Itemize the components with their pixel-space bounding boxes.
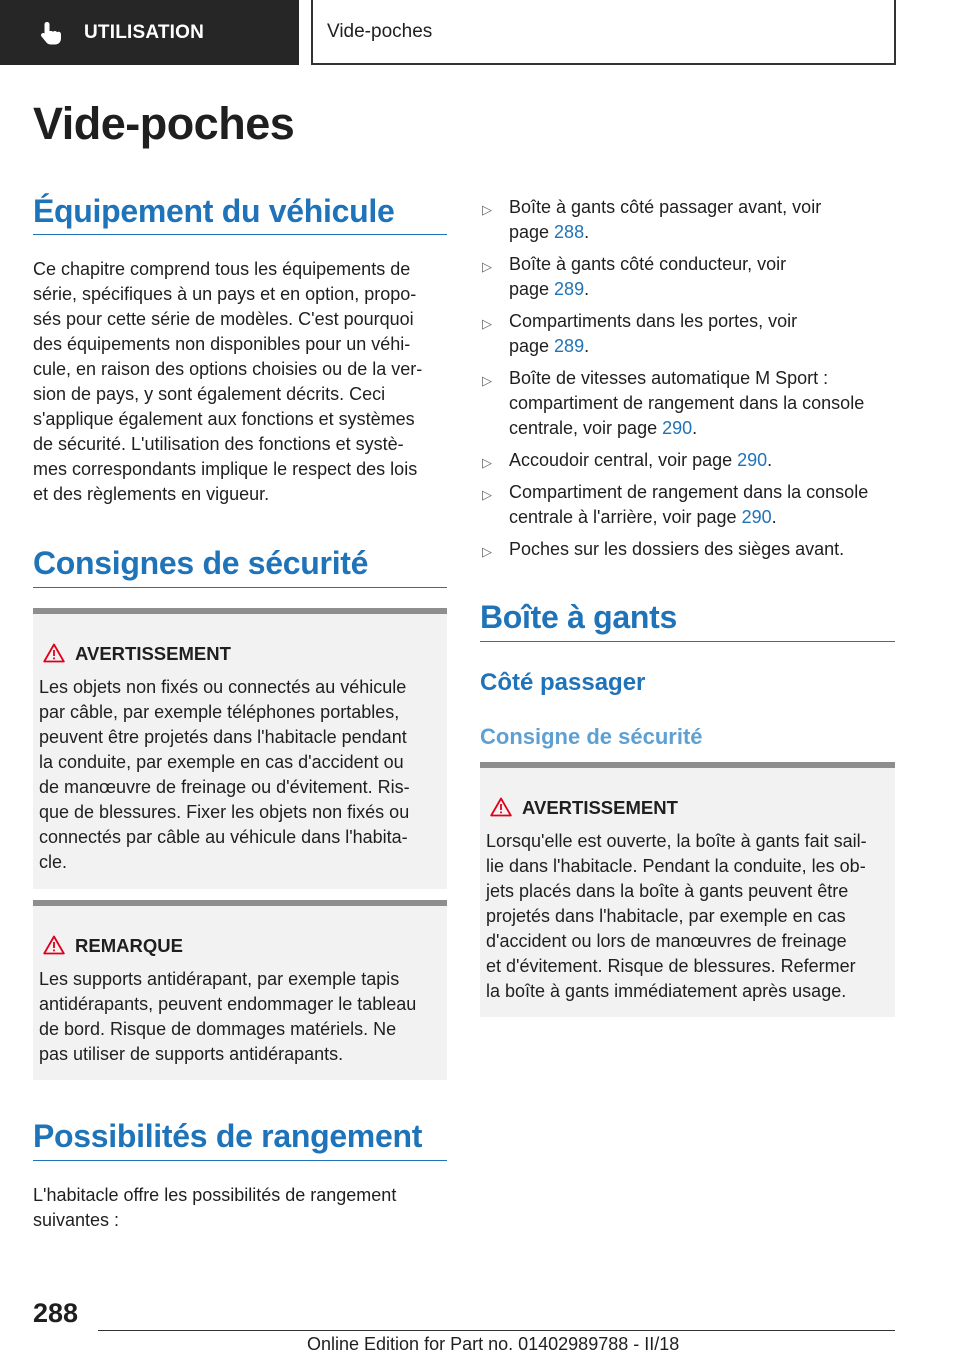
warning-box: [33, 608, 447, 889]
safety-heading: Consignes de sécurité: [33, 545, 369, 581]
section-tab: [0, 0, 299, 65]
page-link[interactable]: 288: [554, 222, 585, 242]
page-link[interactable]: 290: [741, 507, 772, 527]
list-item: ▷ Compartiment de rangement dans la console centrale à l'arrière, voir page 290.: [482, 482, 869, 527]
notice-label: REMARQUE: [75, 935, 183, 956]
list-item: ▷ Boîte à gants côté passager avant, voir page 288.: [482, 197, 822, 242]
warning-triangle-icon: [43, 643, 65, 663]
section-label: UTILISATION: [84, 21, 205, 43]
triangle-bullet-icon: ▷: [482, 455, 492, 470]
warning-text: Lorsqu'elle est ouverte, la boîte à gants fait sail- lie dans l'habitacle. Pendant la conduite, les ob- jets placés dans la boîte à gants peuvent être projetés dans l'habitacle, par exemple en cas d'accident ou lors de manœuvres de freinage et d'évitement. Risque de blessures. Refermer la boîte à gants immédiatement après usage.: [486, 831, 867, 1001]
warning-label: AVERTISSEMENT: [75, 643, 231, 664]
notice-text: Les supports antidérapant, par exemple tapis antidérapants, peuvent endommager le tableau de bord. Risque de dommages matériels. Ne pas utiliser de supports antidérapants.: [39, 969, 417, 1064]
hand-pointer-icon: [38, 20, 64, 46]
edition-footer: Online Edition for Part no. 01402989788 - II/18: [307, 1334, 680, 1354]
page-link[interactable]: 289: [554, 336, 585, 356]
safety-note-heading: Consigne de sécurité: [480, 724, 703, 749]
chapter-header: [311, 0, 896, 65]
page-number: 288: [33, 1298, 79, 1328]
list-item: ▷ Accoudoir central, voir page 290.: [480, 448, 900, 473]
chapter-label: Vide-poches: [327, 20, 433, 42]
triangle-bullet-icon: ▷: [482, 544, 492, 559]
equipment-paragraph: Ce chapitre comprend tous les équipements de série, spécifiques à un pays et en option, propo- sés pour cette série de modèles. C'est pourquoi des équipements non disponibles pour un véhi- cule, en raison des options choisies ou de la ver- sion de pays, y sont également décrits. Ceci s'applique également aux fonctions et systèmes de sécurité. L'utilisation des fonctions et systè- mes correspondants implique le respect des lois et des règlements en vigueur.: [33, 259, 423, 504]
triangle-bullet-icon: ▷: [482, 487, 492, 502]
safety-heading-rule: [33, 587, 447, 588]
storage-paragraph: L'habitacle offre les possibilités de rangement suivantes :: [33, 1185, 397, 1230]
triangle-bullet-icon: ▷: [482, 259, 492, 274]
warning-label: AVERTISSEMENT: [522, 797, 678, 818]
triangle-bullet-icon: ▷: [482, 316, 492, 331]
equipment-heading: Équipement du véhicule: [33, 193, 395, 229]
page-link[interactable]: 290: [737, 450, 768, 470]
passenger-side-heading: Côté passager: [480, 669, 646, 696]
storage-heading: Possibilités de rangement: [33, 1118, 423, 1154]
notice-triangle-icon: [43, 935, 65, 955]
page-link[interactable]: 289: [554, 279, 585, 299]
storage-heading-rule: [33, 1160, 447, 1161]
warning-text: Les objets non fixés ou connectés au véhicule par câble, par exemple téléphones portables, peuvent être projetés dans l'habitacle pendant la conduite, par exemple en cas d'accident ou de manœuvre de freinage ou d'évitement. Ris- que de blessures. Fixer les objets non fixés ou connectés par câble au véhicule dans l'habita- cle.: [39, 677, 410, 872]
list-item: ▷ Poches sur les dossiers des sièges avant.: [480, 537, 900, 562]
list-item: ▷ Boîte à gants côté conducteur, voir page 289.: [482, 254, 787, 299]
equipment-heading-rule: [33, 234, 447, 235]
warning-triangle-icon: [490, 797, 512, 817]
footer-rule: [98, 1330, 895, 1331]
glovebox-heading-rule: [480, 641, 895, 642]
glovebox-warning-box: [480, 762, 895, 1017]
triangle-bullet-icon: ▷: [482, 373, 492, 388]
list-item: ▷ Boîte de vitesses automatique M Sport : compartiment de rangement dans la console centrale, voir page 290.: [482, 368, 865, 438]
list-item: ▷ Compartiments dans les portes, voir page 289.: [482, 311, 798, 356]
storage-list: [480, 195, 900, 569]
notice-box: [33, 900, 447, 1080]
triangle-bullet-icon: ▷: [482, 202, 492, 217]
page-title: Vide-poches: [33, 98, 295, 149]
page-link[interactable]: 290: [662, 418, 693, 438]
glovebox-heading: Boîte à gants: [480, 599, 678, 635]
